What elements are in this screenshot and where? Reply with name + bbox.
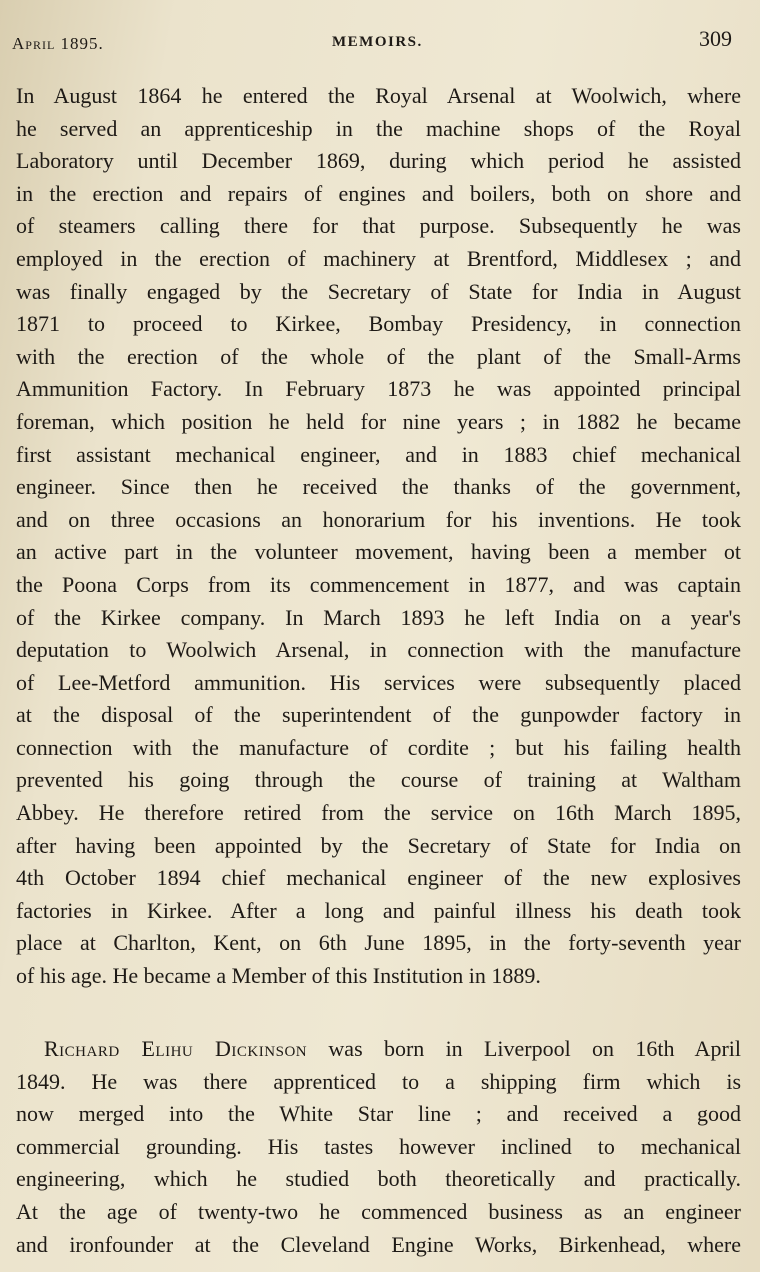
text-line: he served an apprenticeship in the machine shops of the Royal: [16, 115, 741, 141]
text-line: and on three occasions an honorarium for his inventions. He took: [16, 506, 741, 532]
text-line: In August 1864 he entered the Royal Arsenal at Woolwich, where: [16, 83, 741, 108]
page-number: 309: [699, 26, 732, 51]
text-line: deputation to Woolwich Arsenal, in connection with the manufacture: [16, 637, 741, 663]
text-line: was finally engaged by the Secretary of State for India in August: [16, 278, 741, 304]
text-line: first assistant mechanical engineer, and in 1883 chief mechanical: [16, 441, 741, 467]
text-line: and ironfounder at the Cleveland Engine Works, Birkenhead, where: [16, 1231, 741, 1257]
memoir-opening-line: [16, 1033, 741, 1066]
text-line: 4th October 1894 chief mechanical engineer of the new explosives: [16, 865, 741, 891]
text-line: in the erection and repairs of engines and boilers, both on shore and: [16, 180, 741, 206]
text-line: now merged into the White Star line ; and received a good: [16, 1101, 741, 1127]
text-line: of the Kirkee company. In March 1893 he left India on a year's: [16, 604, 741, 630]
header-section-title: MEMOIRS.: [332, 34, 423, 50]
text-line: foreman, which position he held for nine years ; in 1882 he became: [16, 408, 741, 434]
text-line: 1849. He was there apprenticed to a shipping firm which is: [16, 1068, 741, 1094]
text-line: Laboratory until December 1869, during which period he assisted: [16, 148, 741, 174]
text-line: engineer. Since then he received the thanks of the government,: [16, 474, 741, 500]
text-line: 1871 to proceed to Kirkee, Bombay Presidency, in connection: [16, 311, 741, 337]
text-line: an active part in the volunteer movement, having been a member ot: [16, 539, 741, 565]
memoir-subject-name: Richard Elihu Dickinson: [44, 1036, 308, 1061]
text-line: At the age of twenty-two he commenced business as an engineer: [16, 1198, 741, 1224]
text-line: with the erection of the whole of the plant of the Small-Arms: [16, 343, 741, 369]
text-line: prevented his going through the course of training at Waltham: [16, 767, 741, 793]
running-head: [12, 26, 732, 62]
text-line: Ammunition Factory. In February 1873 he was appointed principal: [16, 376, 741, 402]
text-line: commercial grounding. His tastes however inclined to mechanical: [16, 1133, 741, 1159]
memoir-paragraph-2: [16, 1033, 741, 1261]
text-line: the Poona Corps from its commencement in 1877, and was captain: [16, 571, 741, 597]
header-date: April 1895.: [12, 34, 104, 53]
text-line: Abbey. He therefore retired from the service on 16th March 1895,: [16, 800, 741, 826]
text-line: engineering, which he studied both theoretically and practically.: [16, 1166, 741, 1192]
text-line: at the disposal of the superintendent of the gunpowder factory in: [16, 702, 741, 728]
text-line: of his age. He became a Member of this Institution in 1889.: [16, 963, 541, 989]
opening-line-text: was born in Liverpool on 16th April: [328, 1036, 741, 1061]
text-line: place at Charlton, Kent, on 6th June 1895, in the forty-seventh year: [16, 930, 741, 956]
text-line: factories in Kirkee. After a long and painful illness his death took: [16, 897, 741, 923]
text-line: connection with the manufacture of cordite ; but his failing health: [16, 734, 741, 760]
text-line: after having been appointed by the Secretary of State for India on: [16, 832, 741, 858]
text-line: of steamers calling there for that purpose. Subsequently he was: [16, 213, 741, 239]
text-line: employed in the erection of machinery at Brentford, Middlesex ; and: [16, 245, 741, 271]
text-line: of Lee-Metford ammunition. His services were subsequently placed: [16, 669, 741, 695]
memoir-paragraph-1: [16, 80, 741, 993]
